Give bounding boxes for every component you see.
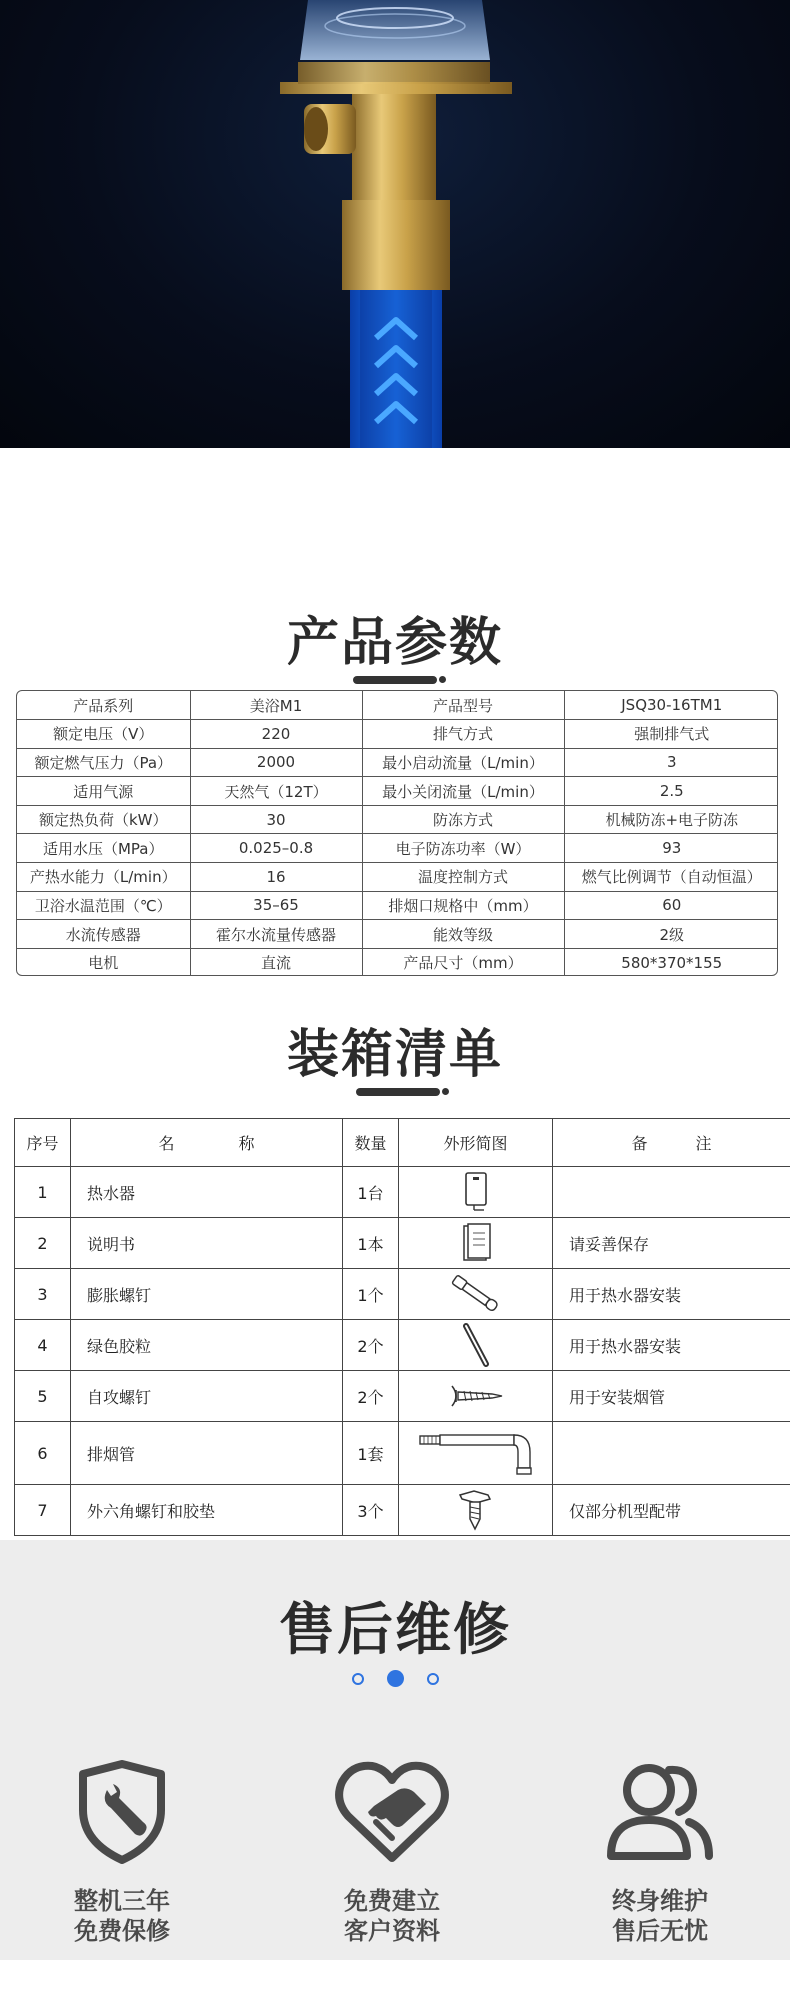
service-warranty [22, 1760, 222, 1946]
table-row [15, 1320, 790, 1371]
item-name: 热水器 [71, 1167, 343, 1218]
item-index: 4 [15, 1320, 71, 1371]
param-value: 220 [190, 720, 362, 749]
shield-wrench-icon [77, 1760, 167, 1864]
table-row [15, 1167, 790, 1218]
item-name: 说明书 [71, 1218, 343, 1269]
item-note: 用于热水器安装 [553, 1269, 790, 1320]
table-row [15, 1422, 790, 1485]
table-row [15, 1218, 790, 1269]
item-name: 排烟管 [71, 1422, 343, 1485]
header-note: 备 注 [553, 1119, 790, 1167]
params-row [17, 777, 778, 806]
item-index: 6 [15, 1422, 71, 1485]
item-shape [399, 1320, 553, 1371]
item-shape [399, 1218, 553, 1269]
item-qty: 1本 [343, 1218, 399, 1269]
param-label: 能效等级 [362, 920, 564, 949]
param-label: 产品系列 [17, 691, 190, 720]
param-label: 排烟口规格中（mm） [362, 891, 564, 920]
service-label-line2: 客户资料 [344, 1917, 440, 1945]
params-row [17, 834, 778, 863]
param-label: 卫浴水温范围（℃） [17, 891, 190, 920]
param-label: 最小关闭流量（L/min） [362, 777, 564, 806]
param-label: 防冻方式 [362, 805, 564, 834]
service-label-line1: 整机三年 [74, 1887, 170, 1915]
param-label: 额定电压（V） [17, 720, 190, 749]
manual-icon [456, 1221, 496, 1265]
item-shape [399, 1269, 553, 1320]
title-underline-dot [442, 1088, 449, 1095]
item-index: 1 [15, 1167, 71, 1218]
title-underline [356, 1088, 440, 1096]
param-value: 天然气（12T） [190, 777, 362, 806]
plastic-anchor-icon [456, 1322, 496, 1368]
item-name: 膨胀螺钉 [71, 1269, 343, 1320]
flue-pipe-icon [416, 1428, 536, 1478]
carousel-dot-active[interactable] [387, 1670, 404, 1687]
param-value: 直流 [190, 948, 362, 976]
hex-bolt-icon [454, 1487, 498, 1533]
param-label: 排气方式 [362, 720, 564, 749]
params-row [17, 805, 778, 834]
param-value: 60 [564, 891, 778, 920]
item-qty: 1套 [343, 1422, 399, 1485]
item-index: 3 [15, 1269, 71, 1320]
after-sales-title: 售后维修 [279, 1598, 511, 1663]
item-index: 2 [15, 1218, 71, 1269]
param-label: 额定燃气压力（Pa） [17, 748, 190, 777]
item-name: 外六角螺钉和胶垫 [71, 1485, 343, 1536]
param-value: 93 [564, 834, 778, 863]
param-label: 水流传感器 [17, 920, 190, 949]
header-shape: 外形简图 [399, 1119, 553, 1167]
param-label: 最小启动流量（L/min） [362, 748, 564, 777]
water-heater-valve-illustration [0, 0, 790, 448]
param-value: 燃气比例调节（自动恒温） [564, 863, 778, 892]
item-shape [399, 1371, 553, 1422]
params-row [17, 720, 778, 749]
item-note [553, 1422, 790, 1485]
params-row [17, 920, 778, 949]
param-value: 35–65 [190, 891, 362, 920]
table-row [15, 1371, 790, 1422]
item-shape [399, 1485, 553, 1536]
item-note: 请妥善保存 [553, 1218, 790, 1269]
hero-image [0, 0, 790, 448]
param-value: 30 [190, 805, 362, 834]
params-table [16, 690, 778, 976]
param-value: 机械防冻+电子防冻 [564, 805, 778, 834]
param-label: 产品尺寸（mm） [362, 948, 564, 976]
heart-handshake-icon [334, 1760, 450, 1864]
params-row [17, 863, 778, 892]
header-index: 序号 [15, 1119, 71, 1167]
service-label-line2: 免费保修 [74, 1917, 170, 1945]
item-qty: 2个 [343, 1320, 399, 1371]
header-qty: 数量 [343, 1119, 399, 1167]
item-name: 自攻螺钉 [71, 1371, 343, 1422]
table-row [15, 1485, 790, 1536]
param-value: 580*370*155 [621, 953, 723, 972]
packing-table [14, 1118, 790, 1536]
title-underline [353, 676, 437, 684]
param-value: 2.5 [564, 777, 778, 806]
self-tapping-screw-icon [446, 1378, 506, 1414]
table-row [15, 1269, 790, 1320]
param-label: 适用水压（MPa） [17, 834, 190, 863]
item-qty: 3个 [343, 1485, 399, 1536]
params-title: 产品参数 [286, 613, 503, 673]
item-note: 仅部分机型配带 [553, 1485, 790, 1536]
param-label: 产品型号 [362, 691, 564, 720]
param-value: 16 [190, 863, 362, 892]
item-qty: 2个 [343, 1371, 399, 1422]
item-name: 绿色胶粒 [71, 1320, 343, 1371]
service-label-line1: 终身维护 [612, 1887, 708, 1915]
header-name: 名 称 [71, 1119, 343, 1167]
item-index: 7 [15, 1485, 71, 1536]
service-lifetime-maintenance [560, 1760, 760, 1946]
item-shape [399, 1422, 553, 1485]
param-label: 产热水能力（L/min） [17, 863, 190, 892]
carousel-dot[interactable] [352, 1673, 364, 1685]
packing-title: 装箱清单 [286, 1025, 503, 1085]
carousel-dot[interactable] [427, 1673, 439, 1685]
param-value: 2级 [564, 920, 778, 949]
service-label-line2: 售后无忧 [612, 1917, 708, 1945]
item-qty: 1个 [343, 1269, 399, 1320]
param-label: 温度控制方式 [362, 863, 564, 892]
users-icon [605, 1760, 715, 1864]
param-value: 0.025–0.8 [190, 834, 362, 863]
param-value: JSQ30-16TM1 [564, 691, 778, 720]
param-value: 2000 [190, 748, 362, 777]
expansion-screw-icon [446, 1272, 506, 1316]
item-qty: 1台 [343, 1167, 399, 1218]
params-row [17, 748, 778, 777]
item-note: 用于安装烟管 [553, 1371, 790, 1422]
service-customer-records [292, 1760, 492, 1946]
param-value: 3 [564, 748, 778, 777]
params-row [17, 691, 778, 720]
params-row [17, 948, 778, 976]
item-note: 用于热水器安装 [553, 1320, 790, 1371]
params-row [17, 891, 778, 920]
param-label: 额定热负荷（kW） [17, 805, 190, 834]
item-index: 5 [15, 1371, 71, 1422]
service-label-line1: 免费建立 [344, 1887, 440, 1915]
item-shape [399, 1167, 553, 1218]
param-label: 电子防冻功率（W） [362, 834, 564, 863]
param-label: 电机 [17, 948, 190, 976]
param-value: 美浴M1 [190, 691, 362, 720]
item-note [553, 1167, 790, 1218]
water-heater-icon [456, 1170, 496, 1214]
param-label: 适用气源 [17, 777, 190, 806]
title-underline-dot [439, 676, 446, 683]
param-value: 霍尔水流量传感器 [190, 920, 362, 949]
param-value: 强制排气式 [564, 720, 778, 749]
